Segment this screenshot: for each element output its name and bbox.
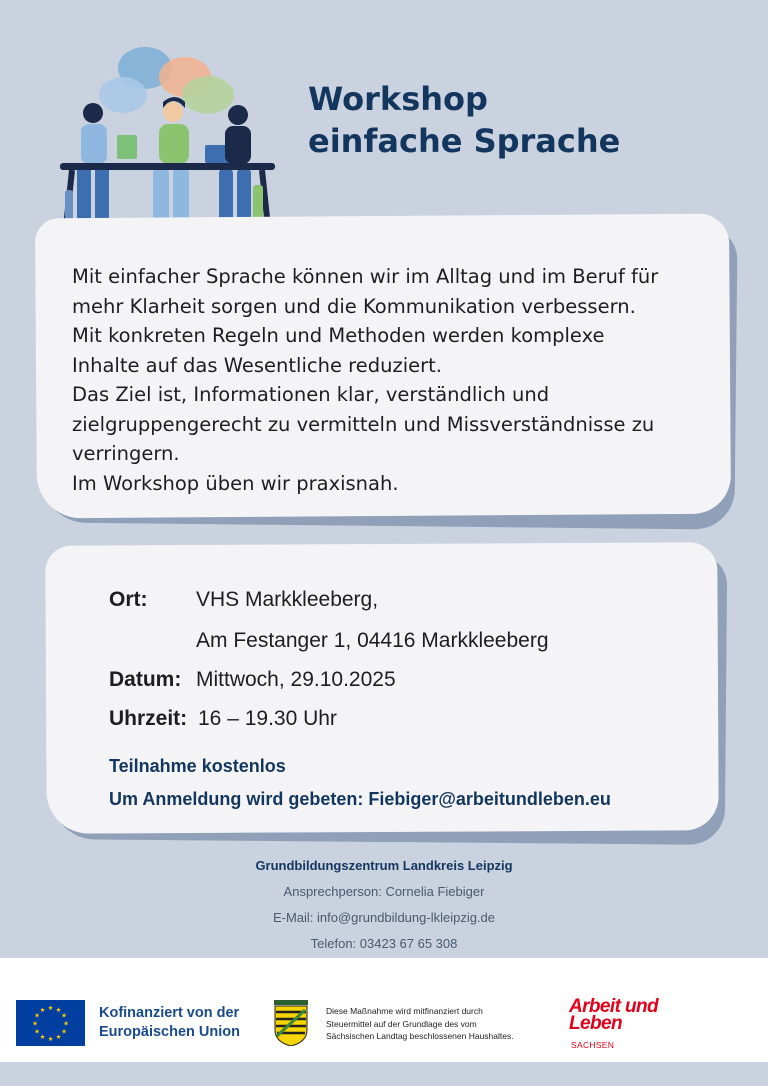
svg-text:★: ★ [39,1006,46,1014]
eu-text-line-1: Kofinanziert von der [99,1005,240,1021]
bottom-band [0,1062,768,1086]
sachsen-funding-text [326,1005,514,1043]
sachsen-coat-of-arms-icon [273,1000,309,1046]
eu-cofunding-text [99,1004,240,1042]
contact-person: Ansprechperson: Cornelia Fiebiger [283,884,485,899]
title-line-1: Workshop [308,80,488,118]
aul-logo-line-1: Arbeit und [569,996,658,1017]
eu-text-line-2: Europäischen Union [99,1024,240,1040]
description-line: Mit konkreten Regeln und Methoden werden komplexe [72,324,605,347]
sachsen-text-line-2: Steuermittel auf der Grundlage des vom [326,1018,477,1029]
workshop-people-illustration [55,40,285,235]
free-participation-note: Teilnahme kostenlos [109,756,286,776]
title-line-2: einfache Sprache [308,122,621,160]
description-line: verringern. [72,442,180,465]
ort-label: Ort: [109,588,148,611]
svg-text:★: ★ [32,1019,38,1028]
sachsen-text-line-1: Diese Maßnahme wird mitfinanziert durch [326,1006,483,1016]
svg-text:★: ★ [47,1035,54,1043]
contact-phone: Telefon: 03423 67 65 308 [310,936,458,951]
svg-text:★: ★ [34,1027,40,1036]
description-line: Im Workshop üben wir praxisnah. [72,471,399,495]
svg-text:★: ★ [55,1006,62,1014]
description-line: Das Ziel ist, Informationen klar, verständlich und [72,383,550,406]
description-line: zielgruppengerecht zu vermitteln und Missverständnisse zu [72,412,655,436]
ort-value-line2: Am Festanger 1, 04416 Markkleeberg [196,629,549,652]
aul-logo-subtitle: SACHSEN [571,1040,615,1050]
sachsen-text-line-3: Sächsischen Landtag beschlossenen Haushaltes. [326,1031,514,1041]
contact-email[interactable]: E-Mail: info@grundbildung-lkleipzig.de [272,910,496,925]
ort-value-line1: VHS Markkleeberg, [196,588,379,611]
page-title [308,78,620,162]
description-line: mehr Klarheit sorgen und die Kommunikation verbessern. [72,294,636,318]
svg-text:★: ★ [63,1019,69,1028]
aul-logo-line-2: Leben [569,1013,622,1034]
svg-text:★: ★ [47,1004,54,1012]
uhrzeit-value: 16 – 19.30 Uhr [198,707,337,730]
description-text [72,262,712,498]
description-line: Mit einfacher Sprache können wir im Alltag und im Beruf für [72,265,659,288]
svg-text:★: ★ [34,1011,40,1020]
svg-text:★: ★ [39,1033,46,1041]
svg-text:★: ★ [55,1033,62,1041]
datum-value: Mittwoch, 29.10.2025 [196,668,396,691]
svg-text:★: ★ [61,1027,67,1036]
svg-text:★: ★ [61,1011,67,1020]
eu-flag-icon [16,1000,85,1046]
registration-note[interactable]: Um Anmeldung wird gebeten: Fiebiger@arbeitundleben.eu [109,789,611,809]
contact-organization: Grundbildungszentrum Landkreis Leipzig [255,858,513,873]
description-line: Inhalte auf das Wesentliche reduziert. [72,353,442,377]
datum-label: Datum: [109,668,182,691]
arbeit-und-leben-logo [569,998,658,1032]
uhrzeit-label: Uhrzeit: [109,707,188,730]
